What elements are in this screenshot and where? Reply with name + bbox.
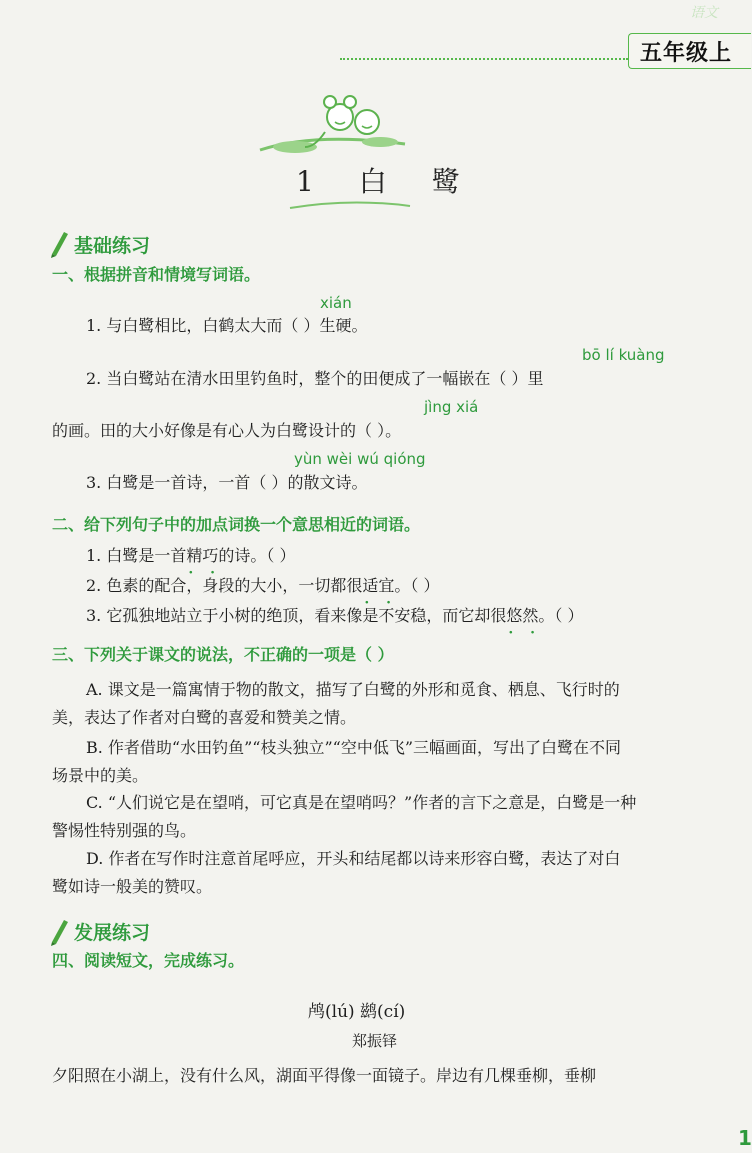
section-develop: 发展练习 — [74, 922, 151, 944]
passage-title: 鸬(lú) 鹚(cí) — [308, 1002, 406, 1022]
page-number: 1 — [738, 1126, 752, 1150]
passage-first-line: 夕阳照在小湖上，没有什么风，湖面平得像一面镜子。岸边有几棵垂柳，垂柳 — [52, 1066, 597, 1085]
q4-heading: 四、阅读短文，完成练习。 — [52, 951, 245, 970]
q3-option-a-line2: 美，表达了作者对白鹭的喜爱和赞美之情。 — [52, 708, 357, 727]
dotted-word: 适宜 · · — [362, 576, 394, 596]
pencil-icon — [46, 916, 70, 946]
grade-label: 五年级上 — [640, 41, 733, 66]
passage-author: 郑振铎 — [352, 1032, 398, 1050]
children-leaf-illustration — [255, 92, 415, 162]
section-basic: 基础练习 — [74, 235, 151, 257]
q1-item-2-cont: 的画。田的大小好像是有心人为白鹭设计的（ ）。 — [52, 421, 402, 440]
q1-pinyin-2: bō lí kuàng — [582, 346, 665, 364]
q1-item-2: 2. 当白鹭站在清水田里钓鱼时，整个的田便成了一幅嵌在（ ）里 — [86, 369, 544, 388]
lesson-title: 1 白 鹭 — [296, 165, 478, 198]
pencil-icon — [46, 228, 70, 258]
q3-option-b-line2: 场景中的美。 — [52, 766, 149, 785]
q1-heading: 一、根据拼音和情境写词语。 — [52, 265, 261, 284]
header-dotted-rule — [340, 58, 628, 60]
q3-option-a-line1: A. 课文是一篇寓情于物的散文，描写了白鹭的外形和觅食、栖息、飞行时的 — [86, 680, 620, 699]
q3-option-d-line1: D. 作者在写作时注意首尾呼应，开头和结尾都以诗来形容白鹭，表达了对白 — [86, 849, 621, 868]
q1-pinyin-1: xián — [320, 294, 352, 312]
q1-pinyin-3: jìng xiá — [424, 398, 479, 416]
dotted-word: 精巧 · · — [186, 546, 218, 566]
q3-heading: 三、下列关于课文的说法，不正确的一项是（ ） — [52, 645, 394, 664]
q2-heading: 二、给下列句子中的加点词换一个意思相近的词语。 — [52, 515, 421, 534]
title-underline-leaf — [290, 198, 410, 216]
q2-item-3: 3. 它孤独地站立于小树的绝顶，看来像是不安稳，而它却很悠然 · ·。（ ） — [86, 606, 583, 626]
q1-item-1: 1. 与白鹭相比，白鹤太大而（ ）生硬。 — [86, 316, 368, 335]
q2-item-1: 1. 白鹭是一首精巧 · ·的诗。（ ） — [86, 546, 295, 566]
q3-option-c-line1: C. “人们说它是在望哨，可它真是在望哨吗？”作者的言下之意是，白鹭是一种 — [86, 793, 637, 812]
q3-option-c-line2: 警惕性特别强的鸟。 — [52, 821, 197, 840]
q1-pinyin-4: yùn wèi wú qióng — [294, 450, 426, 468]
dotted-word: 悠然 · · — [506, 606, 538, 626]
q3-option-d-line2: 鹭如诗一般美的赞叹。 — [52, 877, 213, 896]
q3-option-b-line1: B. 作者借助“水田钓鱼”“枝头独立”“空中低飞”三幅画面，写出了白鹭在不同 — [86, 738, 622, 757]
q1-item-3: 3. 白鹭是一首诗，一首（ ）的散文诗。 — [86, 473, 368, 492]
corner-watermark: 语文 — [690, 5, 718, 21]
q2-item-2: 2. 色素的配合，身段的大小，一切都很适宜 · ·。（ ） — [86, 576, 439, 596]
